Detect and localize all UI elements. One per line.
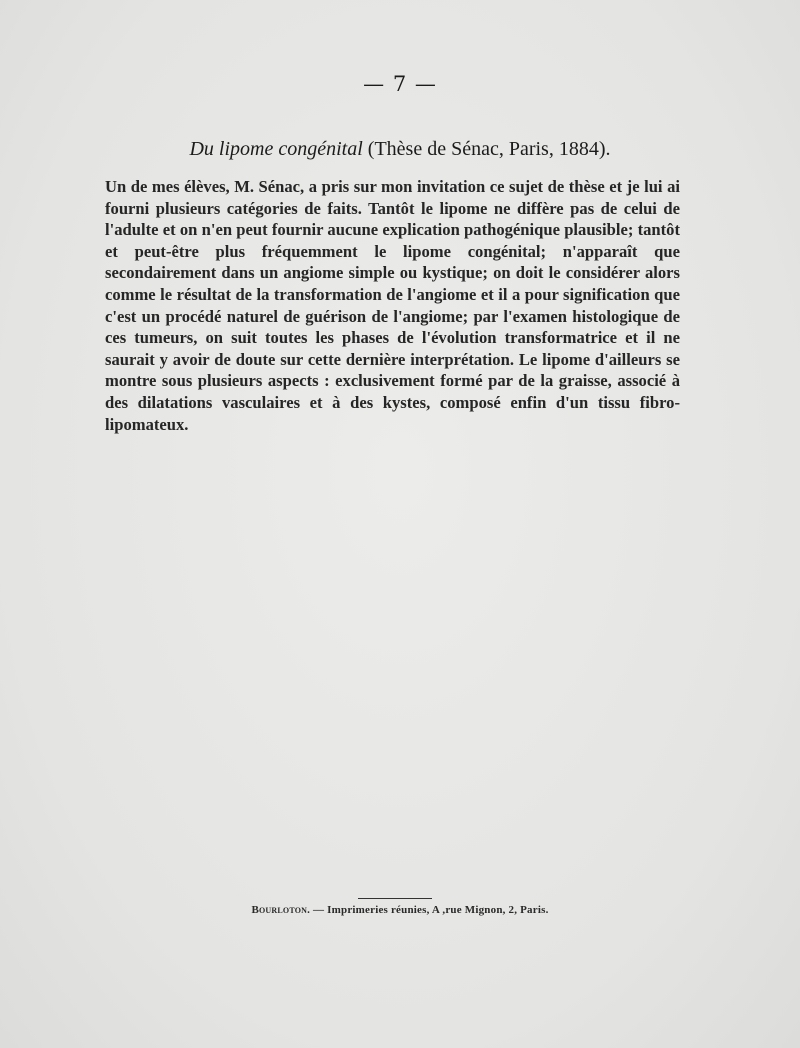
body-paragraph: Un de mes élèves, M. Sénac, a pris sur mon invitation ce sujet de thèse et je lui ai fourni plusieurs catégories de faits. Tantôt le lipome ne diffère pas de celui de l'adulte et on n'en peut fournir aucune explication pathogénique plausible; tantôt et peut-être plus fréquemment le lipome congénital; n'apparaît que secondairement dans un angiome simple ou kystique; on doit le considérer alors comme le résultat de la transformation de l'angiome et il a pour signification que c'est un procédé naturel de guérison de l'angiome; par l'examen histologique de ces tumeurs, on suit toutes les phases de l'évolution transformatrice et il ne saurait y avoir de doute sur cette dernière interprétation. Le lipome d'ailleurs se montre sous plusieurs aspects : exclusivement formé par de la graisse, associé à des dilatations vasculaires et à des kystes, composé enfin d'un tissu fibro-lipomateux.	[105, 177, 680, 434]
section-heading	[0, 138, 800, 161]
page-number: — 7 —	[363, 72, 437, 96]
heading-source: (Thèse de Sénac, Paris, 1884).	[367, 138, 611, 160]
printer-name: Bourloton.	[251, 904, 311, 916]
footer-divider	[358, 898, 432, 899]
printer-address: — Imprimeries réunies, A ,rue Mignon, 2, Paris.	[313, 904, 549, 916]
printer-imprint	[0, 904, 800, 916]
heading-title: Du lipome congénital	[189, 138, 363, 160]
